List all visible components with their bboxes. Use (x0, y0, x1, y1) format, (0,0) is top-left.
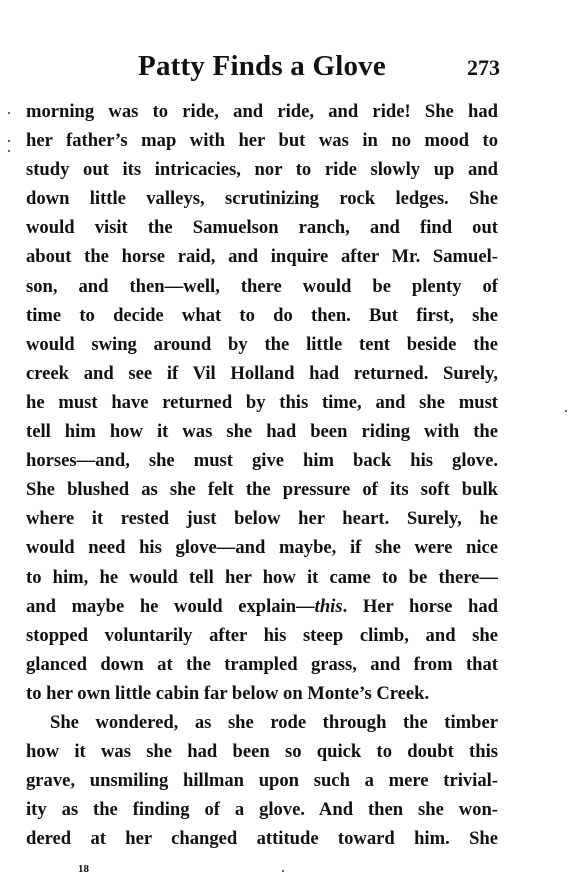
text-line: would need his glove—and maybe, if she were nice (26, 537, 498, 559)
text-fragment: . Her horse had (342, 595, 498, 617)
text-line: grave, unsmiling hillman upon such a mere trivial- (26, 770, 498, 792)
text-line: her father’s map with her but was in no mood to (26, 130, 498, 152)
text-fragment: and maybe he would explain— (26, 595, 315, 617)
emphasized-word: this (314, 595, 343, 617)
page-number: 273 (467, 55, 500, 80)
text-line-with-emphasis (26, 592, 498, 621)
text-line: to him, he would tell her how it came to be there— (26, 566, 498, 588)
text-line: how it was she had been so quick to doubt this (26, 741, 498, 763)
text-line: time to decide what to do then. But first, she (26, 304, 498, 326)
text-line: son, and then—well, there would be plenty of (26, 275, 498, 297)
text-line: study out its intricacies, nor to ride slowly up and (26, 159, 498, 181)
text-line: down little valleys, scrutinizing rock ledges. She (26, 188, 498, 210)
text-line: glanced down at the trampled grass, and from that (26, 653, 498, 675)
body-text (26, 97, 498, 853)
margin-speck (8, 150, 10, 152)
text-line: tell him how it was she had been riding with the (26, 421, 498, 443)
margin-speck (565, 410, 567, 412)
text-line: She wondered, as she rode through the timber (50, 711, 498, 733)
text-line: She blushed as she felt the pressure of its soft bulk (26, 479, 498, 501)
margin-speck (282, 870, 284, 872)
text-line: morning was to ride, and ride, and ride! She had (26, 101, 498, 122)
running-title: Patty Finds a Glove (138, 50, 386, 82)
text-line: would visit the Samuelson ranch, and find out (26, 217, 498, 239)
text-line: stopped voluntarily after his steep climb, and she (26, 624, 498, 646)
signature-mark: 18 (78, 863, 89, 875)
text-line: he must have returned by this time, and she must (26, 391, 498, 413)
margin-speck (8, 112, 10, 114)
text-line: about the horse raid, and inquire after Mr. Samuel- (26, 246, 498, 268)
text-line: would swing around by the little tent beside the (26, 333, 498, 355)
text-line: dered at her changed attitude toward him. She (26, 828, 498, 850)
margin-speck (8, 140, 10, 142)
text-line: creek and see if Vil Holland had returned. Surely, (26, 362, 498, 384)
text-line: to her own little cabin far below on Monte’s Creek. (26, 682, 430, 704)
text-line: where it rested just below her heart. Surely, he (26, 508, 498, 530)
text-line: horses—and, she must give him back his glove. (26, 450, 498, 472)
text-line: ity as the finding of a glove. And then she won- (26, 799, 498, 821)
page-header (24, 46, 500, 86)
